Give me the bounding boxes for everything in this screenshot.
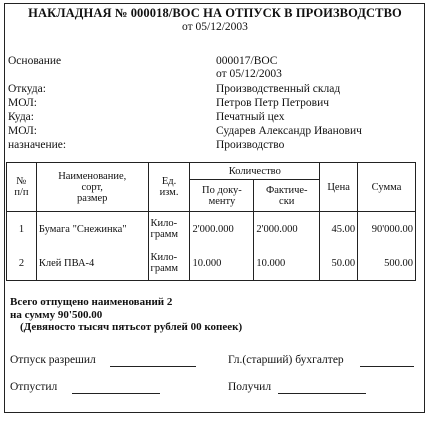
chief-accountant-label: Гл.(старший) бухгалтер [228,354,344,366]
cell-price: 45.00 [320,212,358,247]
cell-qty-doc: 2'000.000 [190,212,254,247]
to-value: Печатный цех [216,111,285,123]
basis-label: Основание [8,55,62,67]
cell-num: 2 [7,246,37,281]
col-qty-header: Количество [190,163,320,180]
col-qty-fact-header: Фактиче- ски [254,180,320,212]
release-permitted-signature-line [110,366,196,367]
mol-to-label: МОЛ: [8,125,37,137]
summary-count: Всего отпущено наименований 2 [10,296,173,308]
received-by-signature-line [278,393,366,394]
purpose-value: Производство [216,139,285,151]
from-value: Производственный склад [216,83,341,95]
mol-to-value: Сударев Александр Иванович [216,125,362,137]
summary-in-words: (Девяносто тысяч пятьсот рублей 00 копеек) [20,321,243,333]
cell-name: Клей ПВА-4 [36,246,148,281]
summary-block [10,296,242,334]
mol-from-value: Петров Петр Петрович [216,97,330,109]
to-label: Куда: [8,111,34,123]
from-label: Откуда: [8,83,46,95]
col-unit-header: Ед. изм. [148,163,190,212]
cell-name: Бумага "Снежинка" [36,212,148,247]
table-row [7,212,416,247]
table-header-row [7,163,416,180]
cell-unit: Кило- грамм [148,246,190,281]
col-sum-header: Сумма [358,163,416,212]
cell-qty-doc: 10.000 [190,246,254,281]
document-title: НАКЛАДНАЯ № 000018/ВОС НА ОТПУСК В ПРОИЗВОДСТВО [28,6,402,20]
cell-qty-fact: 10.000 [254,246,320,281]
col-qty-doc-header: По доку- менту [190,180,254,212]
purpose-label: назначение: [8,139,67,151]
basis-value: 000017/ВОС [216,55,278,67]
basis-date: от 05/12/2003 [216,68,282,80]
col-name-header: Наименование, сорт, размер [36,163,148,212]
released-by-signature-line [72,393,160,394]
summary-total: на сумму 90'500.00 [10,308,103,321]
cell-sum: 90'000.00 [358,212,416,247]
release-permitted-label: Отпуск разрешил [10,354,96,366]
mol-from-label: МОЛ: [8,97,37,109]
cell-num: 1 [7,212,37,247]
col-num-header: № п/п [7,163,37,212]
chief-accountant-signature-line [360,366,414,367]
cell-price: 50.00 [320,246,358,281]
cell-unit: Кило- грамм [148,212,190,247]
table-row [7,246,416,281]
cell-sum: 500.00 [358,246,416,281]
items-table [6,162,416,281]
col-price-header: Цена [320,163,358,212]
received-by-label: Получил [228,381,272,393]
cell-qty-fact: 2'000.000 [254,212,320,247]
released-by-label: Отпустил [10,381,58,393]
document-date: от 05/12/2003 [182,21,248,33]
